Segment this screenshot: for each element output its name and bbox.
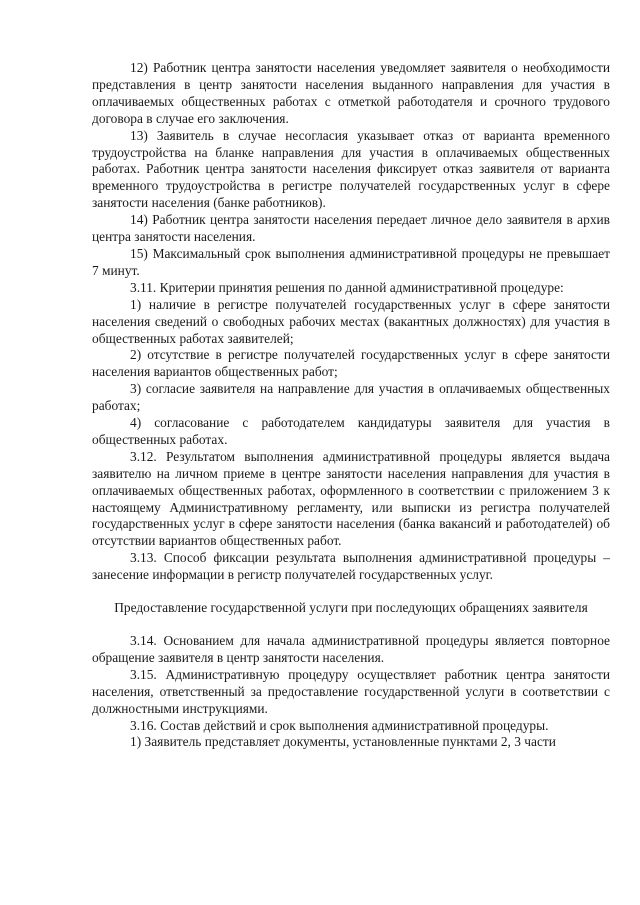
- paragraph-3-11: 3.11. Критерии принятия решения по данной административной процедуре:: [130, 279, 564, 295]
- section-heading: Предоставление государственной услуги при последующих обращениях заявителя: [114, 600, 588, 616]
- paragraph-item-13: 13) Заявитель в случае несогласия указывает отказ от варианта временного трудоустройства на бланке направления для участия в оплачиваемых общественных работах. Работник центра занятости населения фиксирует отказ заявителя от варианта временного трудоустройства в регистре получателей государственных услуг в сфере занятости населения (банке работников).: [92, 127, 610, 211]
- paragraph-item-12: 12) Работник центра занятости населения уведомляет заявителя о необходимости представления в центр занятости населения выданного направления для участия в оплачиваемых общественных работах с отметкой работодателя и срочного трудового договора в случае его заключения.: [92, 60, 610, 126]
- paragraph-3-14: 3.14. Основанием для начала административной процедуры является повторное обращение заявителя в центр занятости населения.: [92, 633, 610, 665]
- paragraph-3-13: 3.13. Способ фиксации результата выполнения административной процедуры – занесение информации в регистр получателей государственных услуг.: [92, 550, 610, 583]
- document-body: [92, 60, 610, 751]
- paragraph-3-12: 3.12. Результатом выполнения административной процедуры является выдача заявителю на личном приеме в центре занятости населения направления для участия в оплачиваемых общественных работах, оформленного в соответствии с приложением 3 к настоящему Административному регламенту, или выписки из регистра получателей государственных услуг в сфере занятости населения (банка вакансий и работодателей) об отсутствии вариантов общественных работ.: [92, 448, 610, 549]
- paragraph-item-15: 15) Максимальный срок выполнения административной процедуры не превышает 7 минут.: [92, 245, 610, 278]
- paragraph-item-14: 14) Работник центра занятости населения передает личное дело заявителя в архив центра занятости населения.: [92, 212, 610, 245]
- paragraph-3-15: 3.15. Административную процедуру осуществляет работник центра занятости населения, ответственный за предоставление государственной услуги в соответствии с должностными инструкциями.: [92, 666, 610, 716]
- criterion-item-3: 3) согласие заявителя на направление для участия в оплачиваемых общественных работах;: [92, 381, 610, 414]
- criterion-item-4: 4) согласование с работодателем кандидатуры заявителя для участия в общественных работах.: [92, 415, 610, 447]
- criterion-item-1: 1) наличие в регистре получателей государственных услуг в сфере занятости населения сведений о свободных рабочих местах (вакантных должностях) для участия в общественных работах заявителей;: [92, 296, 610, 346]
- paragraph-3-16: 3.16. Состав действий и срок выполнения административной процедуры.: [130, 717, 549, 733]
- criterion-item-2: 2) отсутствие в регистре получателей государственных услуг в сфере занятости населения вариантов общественных работ;: [92, 347, 610, 380]
- step-item-1: 1) Заявитель представляет документы, установленные пунктами 2, 3 части: [130, 734, 556, 750]
